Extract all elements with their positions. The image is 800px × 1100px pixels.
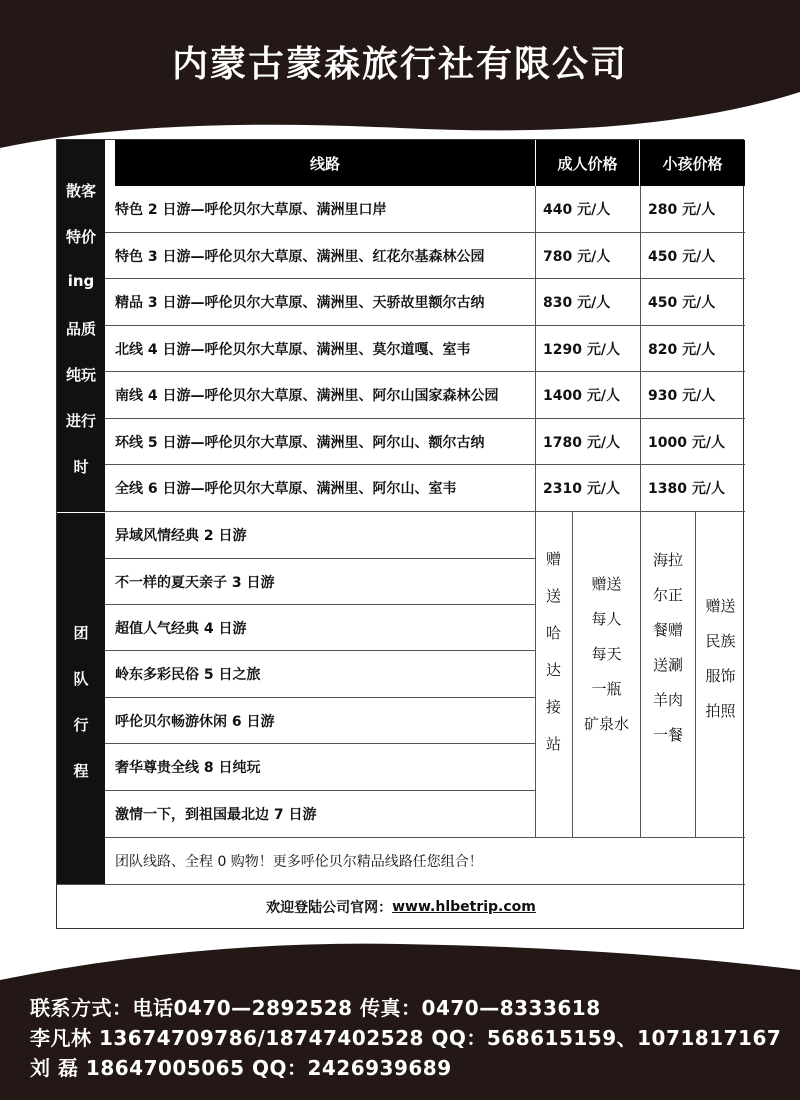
table-row xyxy=(105,372,535,419)
table-row xyxy=(105,279,535,326)
scatter-side-label-6: 进行 xyxy=(65,412,96,430)
gift-mineral-water: 赠送 每人 每天 一瓶 矿泉水 xyxy=(583,575,629,733)
child-price: 1000 元/人 xyxy=(640,419,745,465)
website-label: 欢迎登陆公司官网： xyxy=(266,900,393,916)
route-name: 精品 3 日游—呼伦贝尔大草原、满洲里、天骄故里额尔古纳 xyxy=(115,295,485,311)
scatter-side-label-1: 散客 xyxy=(65,182,96,200)
scatter-side-label-3: ing xyxy=(67,272,95,290)
gift-costume-photo: 赠送 民族 服饰 拍照 xyxy=(705,597,736,720)
website-row xyxy=(57,885,745,929)
column-header-child: 小孩价格 xyxy=(640,140,745,186)
adult-price: 440 元/人 xyxy=(535,186,640,233)
child-price: 820 元/人 xyxy=(640,326,745,372)
group-note: 团队线路、全程 0 购物！更多呼伦贝尔精品线路任您组合！ xyxy=(115,854,483,870)
adult-price: 1290 元/人 xyxy=(535,326,640,372)
scatter-side-label-2: 特价 xyxy=(65,228,96,246)
table-row xyxy=(105,233,535,279)
child-price: 1380 元/人 xyxy=(640,465,745,512)
adult-price: 1780 元/人 xyxy=(535,419,640,465)
route-name: 特色 3 日游—呼伦贝尔大草原、满洲里、红花尔基森林公园 xyxy=(115,248,485,265)
group-route-item: 岭东多彩民俗 5 日之旅 xyxy=(105,651,535,698)
page-title: 内蒙古蒙森旅行社有限公司 xyxy=(171,44,628,85)
table-row xyxy=(105,186,535,233)
route-name: 特色 2 日游—呼伦贝尔大草原、满洲里口岸 xyxy=(115,202,387,218)
adult-price: 830 元/人 xyxy=(535,279,640,326)
route-name: 环线 5 日游—呼伦贝尔大草原、满洲里、阿尔山、额尔古纳 xyxy=(115,434,485,451)
adult-price: 780 元/人 xyxy=(535,233,640,279)
route-name: 北线 4 日游—呼伦贝尔大草原、满洲里、莫尔道嘎、室韦 xyxy=(115,341,471,358)
contact-line-1: 联系方式：电话0470—2892528 传真：0470—8333618 xyxy=(30,996,601,1020)
child-price: 930 元/人 xyxy=(640,372,745,419)
itinerary-table xyxy=(56,139,744,929)
adult-price: 1400 元/人 xyxy=(535,372,640,419)
gift-hada-pickup: 赠 送 哈 达 接 站 xyxy=(545,550,561,753)
website-link[interactable]: www.hlbetrip.com xyxy=(392,899,536,915)
route-name: 南线 4 日游—呼伦贝尔大草原、满洲里、阿尔山国家森林公园 xyxy=(115,388,499,404)
column-header-adult: 成人价格 xyxy=(536,140,639,186)
contact-line-3: 刘 磊 18647005065 QQ：2426939689 xyxy=(30,1056,452,1080)
table-row xyxy=(105,326,535,372)
column-header-route: 线路 xyxy=(115,140,535,186)
child-price: 450 元/人 xyxy=(640,233,745,279)
group-side-label-4: 程 xyxy=(73,762,89,780)
group-route-item: 超值人气经典 4 日游 xyxy=(105,605,535,651)
scatter-side-label-5: 纯玩 xyxy=(65,366,96,384)
group-side-label-1: 团 xyxy=(73,624,89,642)
contact-line-2: 李凡林 13674709786/18747402528 QQ：568615159、1071817167 xyxy=(30,1026,782,1050)
group-side-label-2: 队 xyxy=(73,670,89,688)
child-price: 280 元/人 xyxy=(640,186,745,233)
group-side-label-3: 行 xyxy=(73,716,89,734)
table-row xyxy=(105,419,535,465)
child-price: 450 元/人 xyxy=(640,279,745,326)
gift-hulunbuir-meal: 海拉 尔正 餐赠 送涮 羊肉 一餐 xyxy=(652,551,683,744)
group-route-item: 奢华尊贵全线 8 日纯玩 xyxy=(105,744,535,791)
adult-price: 2310 元/人 xyxy=(535,465,640,512)
group-route-item: 激情一下，到祖国最北边 7 日游 xyxy=(115,807,317,823)
scatter-side-label-7: 时 xyxy=(73,458,89,476)
route-name: 全线 6 日游—呼伦贝尔大草原、满洲里、阿尔山、室韦 xyxy=(115,481,457,497)
group-route-item: 呼伦贝尔畅游休闲 6 日游 xyxy=(105,698,535,744)
scatter-side-label-4: 品质 xyxy=(65,320,96,338)
group-route-item: 不一样的夏天亲子 3 日游 xyxy=(105,559,535,605)
table-row xyxy=(105,465,535,512)
group-route-item: 异域风情经典 2 日游 xyxy=(105,512,535,559)
